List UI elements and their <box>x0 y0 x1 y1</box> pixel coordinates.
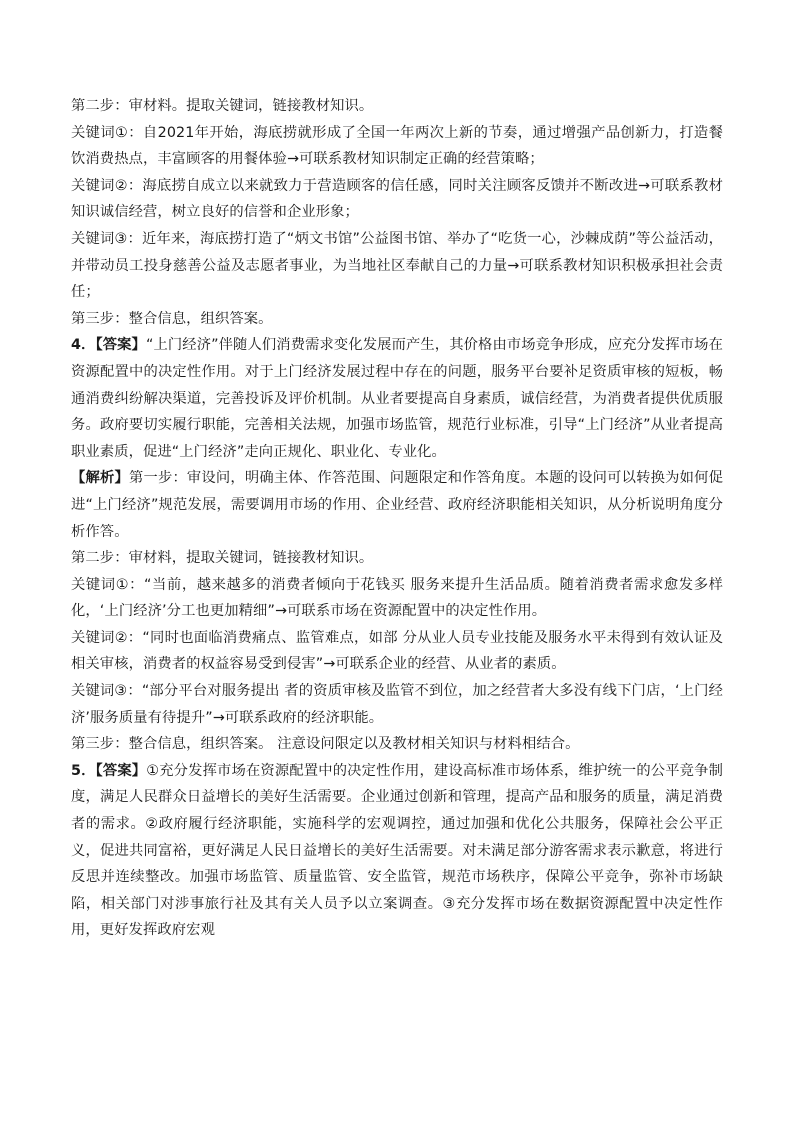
paragraph-text: 关键词②：海底捞自成立以来就致力于营造顾客的信任感，同时关注顾客反馈并不断改进→可联系教材知识诚信经营，树立良好的信誉和企业形象； <box>71 177 723 221</box>
question-4-answer <box>71 332 723 465</box>
paragraph-text: 第三步：整合信息，组织答案。 注意设问限定以及教材相关知识与材料相结合。 <box>71 736 580 753</box>
paragraph-text: 第二步：审材料，提取关键词，链接教材知识。 <box>71 550 374 567</box>
step-three <box>71 306 723 333</box>
paragraph-text: 关键词①：“当前，越来越多的消费者倾向于花钱买 服务来提升生活品质。随着消费者需求愈发多样化，‘上门经济’分工也更加精细”→可联系市场在资源配置中的决定性作用。 <box>71 576 723 620</box>
paragraph-text: 第一步：审设问，明确主体、作答范围、问题限定和作答角度。本题的设问可以转换为如何促进“上门经济”规范发展，需要调用市场的作用、企业经营、政府经济职能相关知识，从分析说明角度分析作答。 <box>71 470 723 540</box>
keyword-1 <box>71 120 723 173</box>
document-page <box>71 93 723 944</box>
keyword-2 <box>71 625 723 678</box>
paragraph-text: ①充分发挥市场在资源配置中的决定性作用，建设高标准市场体系，维护统一的公平竞争制度，满足人民群众日益增长的美好生活需要。企业通过创新和管理，提高产品和服务的质量，满足消费者的需求。②政府履行经济职能，实施科学的宏观调控，通过加强和优化公共服务，保障社会公平正义，促进共同富裕，更好满足人民日益增长的美好生活需要。对未满足部分游客需求表示歉意，将进行反思并连续整改。加强市场监管、质量监管、安全监管，规范市场秩序，保障公平竞争，弥补市场缺陷，相关部门对涉事旅行社及其有关人员予以立案调查。③充分发挥市场在数据资源配置中决定性作用，更好发挥政府宏观 <box>71 762 723 939</box>
question-4-analysis <box>71 465 723 545</box>
keyword-1 <box>71 572 723 625</box>
keyword-2 <box>71 173 723 226</box>
answer-label: 4．【答案】 <box>71 337 146 354</box>
analysis-label: 【解析】 <box>71 470 129 487</box>
paragraph-text: 关键词③：“部分平台对服务提出 者的资质审核及监管不到位，加之经营者大多没有线下门店，‘上门经济’服务质量有待提升”→可联系政府的经济职能。 <box>71 683 723 726</box>
paragraph-text: “上门经济”伴随人们消费需求变化发展而产生，其价格由市场竞争形成，应充分发挥市场在资源配置中的决定性作用。对于上门经济发展过程中存在的问题，服务平台要补足资质审核的短板，畅通消费纠纷解决渠道，完善投诉及评价机制。从业者要提高自身素质，诚信经营，为消费者提供优质服务。政府要切实履行职能，完善相关法规，加强市场监管，规范行业标准，引导“上门经济”从业者提高职业素质，促进“上门经济”走向正规化、职业化、专业化。 <box>71 337 723 460</box>
keyword-3 <box>71 678 723 731</box>
paragraph-text: 第二步：审材料。提取关键词，链接教材知识。 <box>71 98 374 114</box>
paragraph-text: 关键词③：近年来，海底捞打造了“炳文书馆”公益图书馆、举办了“吃货一心，沙棘成荫”等公益活动，并带动员工投身慈善公益及志愿者事业，为当地社区奉献自己的力量→可联系教材知识积极承担社会责任； <box>71 230 723 301</box>
paragraph-text: 关键词①：自2021年开始，海底捞就形成了全国一年两次上新的节奏，通过增强产品创新力，打造餐饮消费热点，丰富顾客的用餐体验→可联系教材知识制定正确的经营策略； <box>71 124 723 168</box>
question-5-answer <box>71 758 723 944</box>
step-two-material <box>71 93 723 120</box>
keyword-3 <box>71 226 723 306</box>
paragraph-text: 第三步：整合信息，组织答案。 <box>71 310 273 327</box>
paragraph-text: 关键词②：“同时也面临消费痛点、监管难点，如部 分从业人员专业技能及服务水平未得到有效认证及相关审核，消费者的权益容易受到侵害”→可联系企业的经营、从业者的素质。 <box>71 629 723 673</box>
answer-label: 5．【答案】 <box>71 762 147 779</box>
step-three <box>71 731 723 758</box>
step-two-material <box>71 545 723 572</box>
